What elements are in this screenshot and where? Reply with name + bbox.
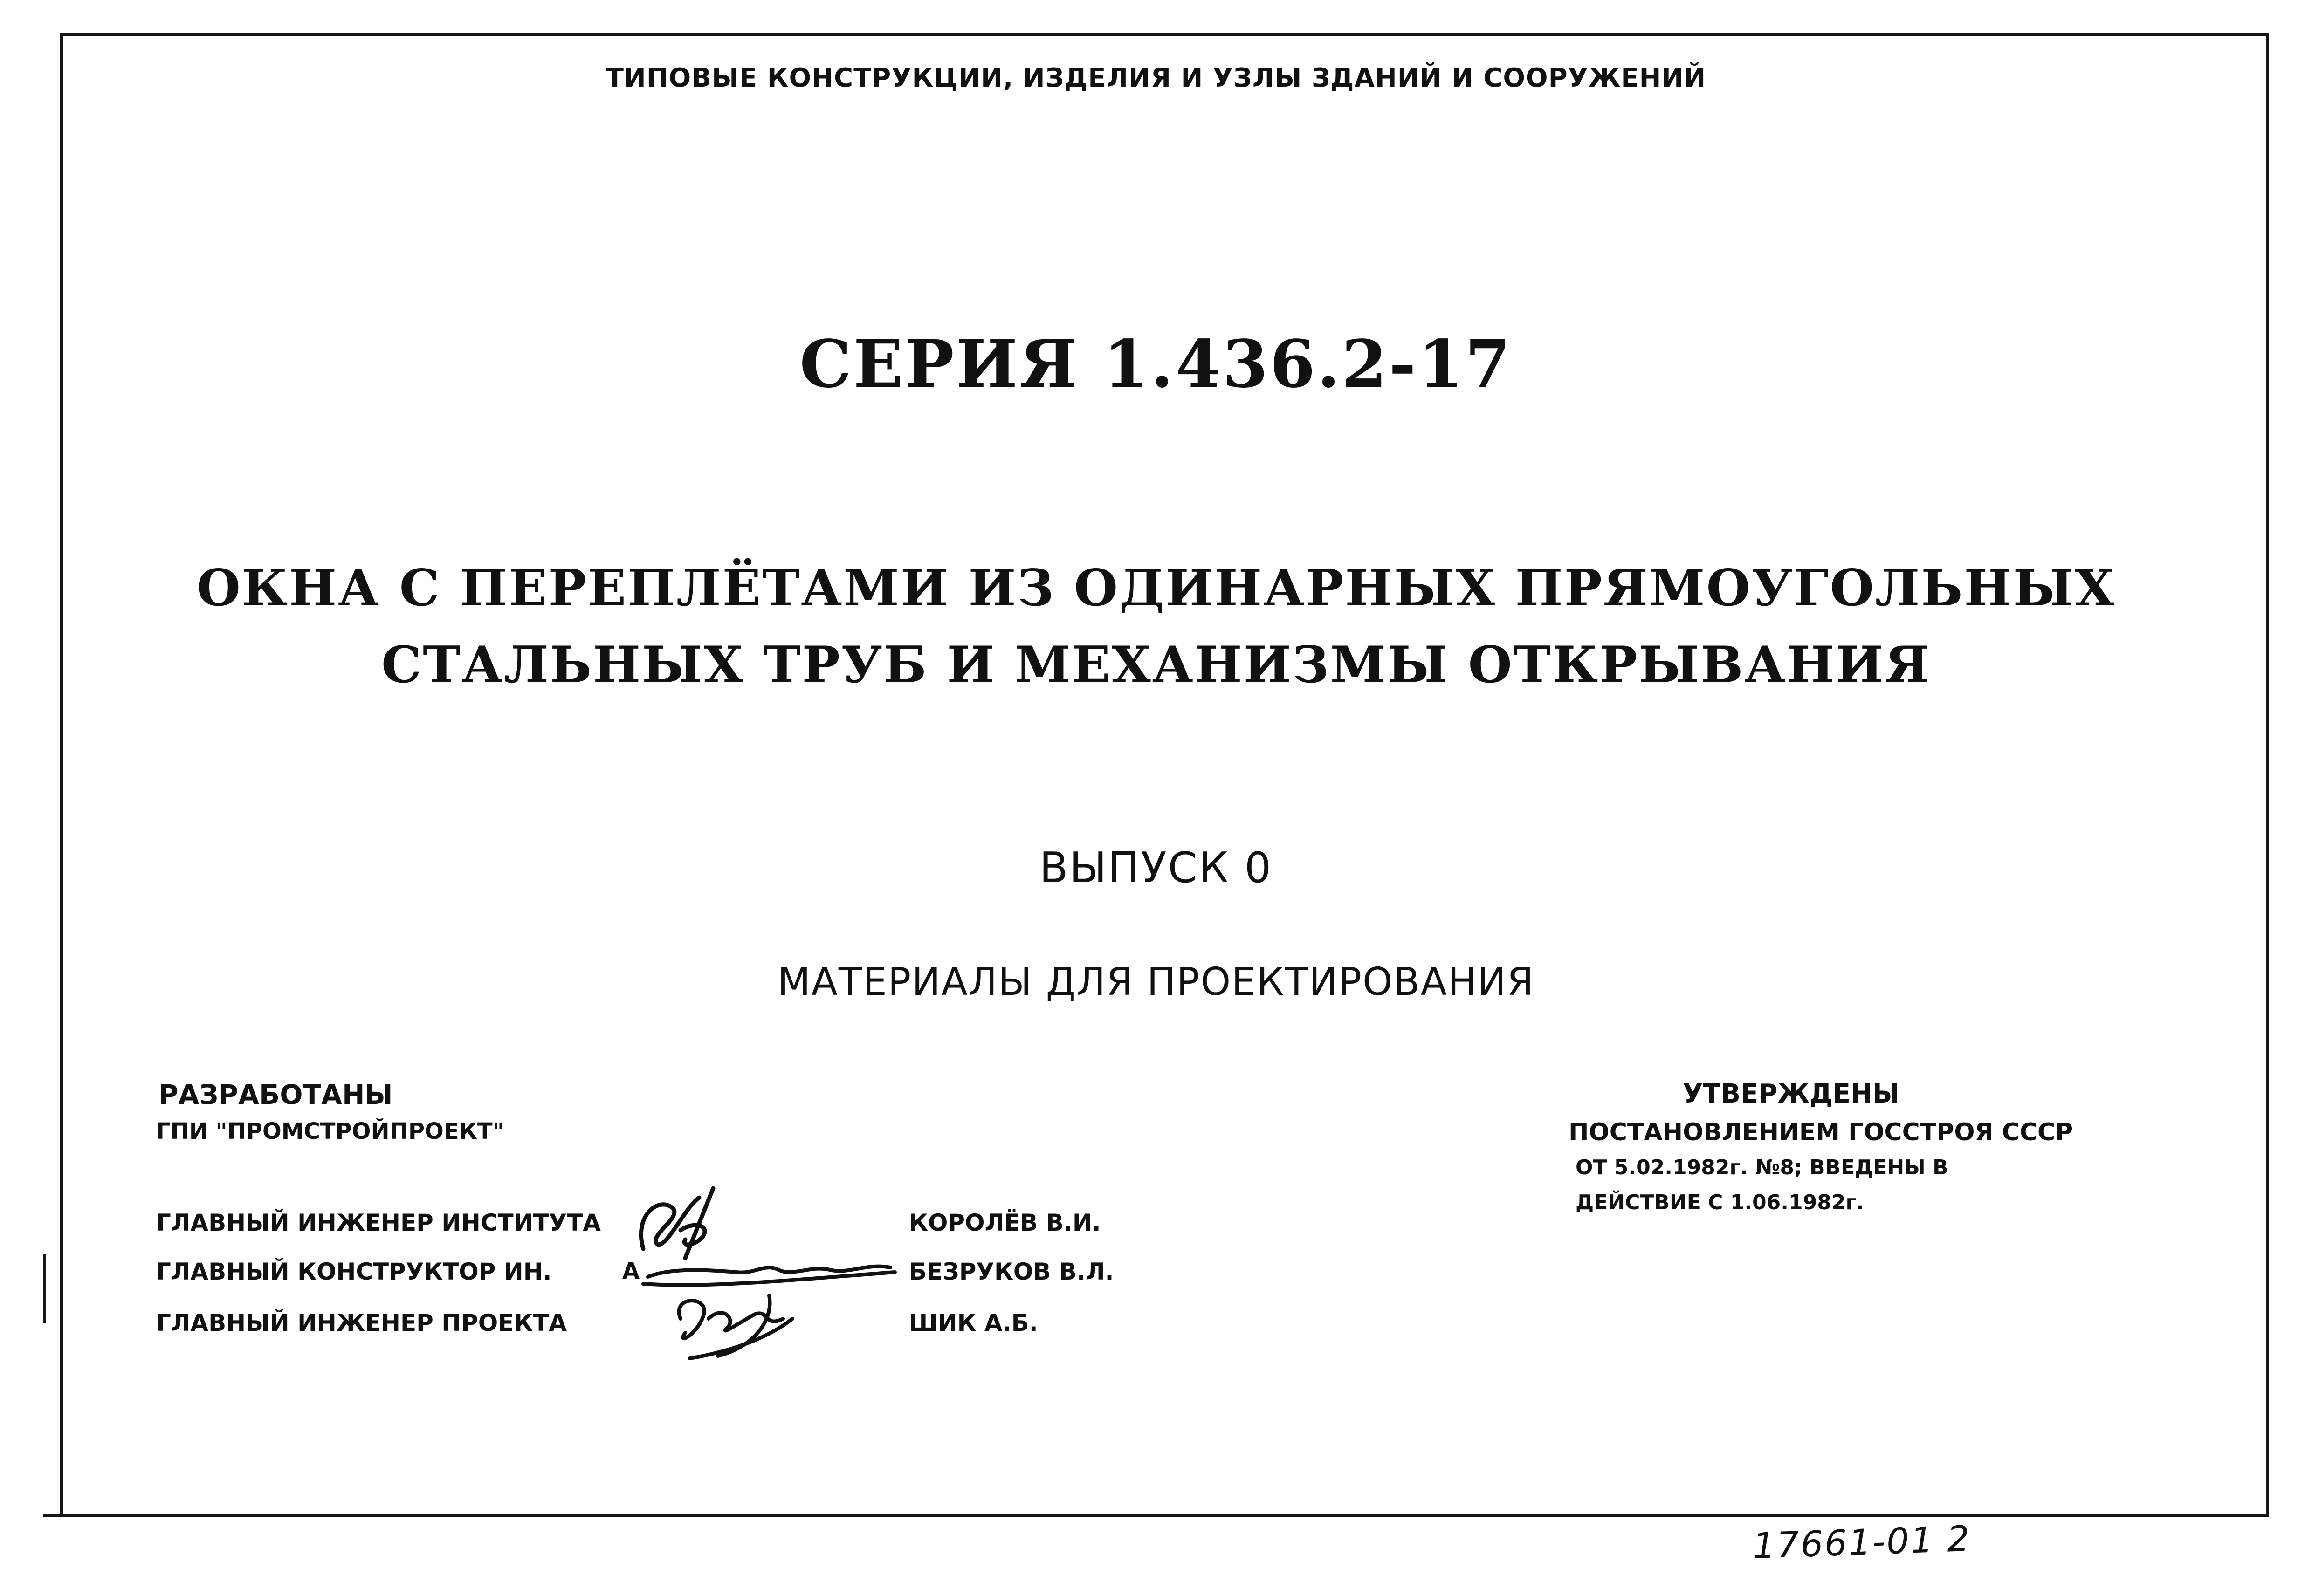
materials-subtitle: МАТЕРИАЛЫ ДЛЯ ПРОЕКТИРОВАНИЯ bbox=[778, 960, 1534, 1004]
document-header: ТИПОВЫЕ КОНСТРУКЦИИ, ИЗДЕЛИЯ И УЗЛЫ ЗДАНИЙ И СООРУЖЕНИЙ bbox=[606, 63, 1706, 93]
staff-role-chief-project-engineer: ГЛАВНЫЙ ИНЖЕНЕР ПРОЕКТА bbox=[156, 1309, 567, 1336]
document-title bbox=[0, 550, 2312, 704]
handwritten-signatures bbox=[615, 1179, 904, 1379]
signature-korolev bbox=[641, 1188, 713, 1258]
approved-by: ПОСТАНОВЛЕНИЕМ ГОССТРОЯ СССР bbox=[1569, 1118, 2073, 1146]
signature-letter: А bbox=[622, 1258, 640, 1284]
frame-left-tick bbox=[43, 1254, 46, 1323]
document-number: 17661-01 2 bbox=[1752, 1517, 1972, 1567]
staff-name-korolev: КОРОЛЁВ В.И. bbox=[909, 1209, 1101, 1236]
developer-organization: ГПИ "ПРОМСТРОЙПРОЕКТ" bbox=[156, 1118, 504, 1144]
series-title: СЕРИЯ 1.436.2-17 bbox=[799, 326, 1513, 403]
title-line-1: ОКНА С ПЕРЕПЛЁТАМИ ИЗ ОДИНАРНЫХ ПРЯМОУГОЛЬНЫХ bbox=[196, 559, 2116, 617]
developed-heading: РАЗРАБОТАНЫ bbox=[158, 1079, 393, 1110]
approved-heading: УТВЕРЖДЕНЫ bbox=[1683, 1079, 1899, 1109]
signature-shik bbox=[679, 1295, 792, 1358]
title-line-2: СТАЛЬНЫХ ТРУБ И МЕХАНИЗМЫ ОТКРЫВАНИЯ bbox=[381, 636, 1931, 694]
staff-name-bezrukov: БЕЗРУКОВ В.Л. bbox=[909, 1258, 1114, 1285]
approval-date: ОТ 5.02.1982г. №8; ВВЕДЕНЫ В bbox=[1576, 1156, 1948, 1179]
staff-name-shik: ШИК А.Б. bbox=[909, 1309, 1038, 1336]
staff-role-chief-engineer-institute: ГЛАВНЫЙ ИНЖЕНЕР ИНСТИТУТА bbox=[156, 1209, 601, 1236]
effective-date: ДЕЙСТВИЕ С 1.06.1982г. bbox=[1576, 1191, 1865, 1214]
issue-number: ВЫПУСК 0 bbox=[1039, 843, 1273, 892]
staff-role-chief-designer: ГЛАВНЫЙ КОНСТРУКТОР ИН. bbox=[156, 1258, 552, 1285]
drawing-frame bbox=[60, 33, 2269, 1517]
signature-bezrukov bbox=[643, 1267, 895, 1285]
frame-bottom-tick bbox=[43, 1514, 62, 1517]
